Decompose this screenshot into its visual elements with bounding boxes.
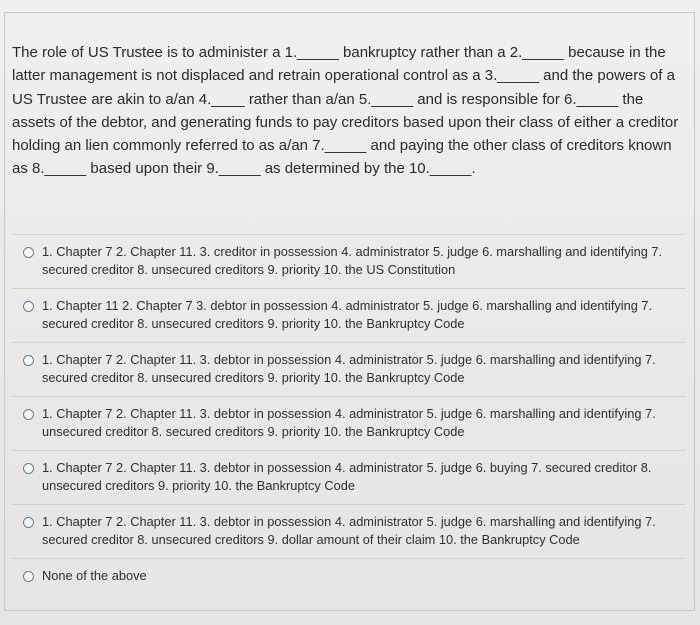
answer-option-label: None of the above (42, 568, 147, 583)
answer-option-7[interactable] (12, 558, 686, 600)
radio-button[interactable] (23, 517, 34, 528)
radio-button[interactable] (23, 571, 34, 582)
radio-button[interactable] (23, 355, 34, 366)
radio-button[interactable] (23, 301, 34, 312)
radio-button[interactable] (23, 247, 34, 258)
answer-option-4[interactable] (12, 396, 686, 450)
answer-option-label: 1. Chapter 7 2. Chapter 11. 3. creditor in possession 4. administrator 5. judge 6. marshalling and identifying 7. secured creditor 8. unsecured creditors 9. priority 10. the US Constitution (42, 244, 663, 277)
answer-option-1[interactable] (12, 234, 686, 288)
answer-option-label: 1. Chapter 7 2. Chapter 11. 3. debtor in possession 4. administrator 5. judge 6. buying 7. secured creditor 8. unsecured creditors 9. priority 10. the Bankruptcy Code (42, 460, 652, 493)
answer-option-5[interactable] (12, 450, 686, 504)
radio-button[interactable] (23, 409, 34, 420)
answer-option-6[interactable] (12, 504, 686, 558)
answer-option-3[interactable] (12, 342, 686, 396)
answer-option-label: 1. Chapter 7 2. Chapter 11. 3. debtor in possession 4. administrator 5. judge 6. marshalling and identifying 7. secured creditor 8. unsecured creditors 9. dollar amount of their claim 10. the Bankruptcy Code (42, 514, 656, 547)
answer-option-label: 1. Chapter 11 2. Chapter 7 3. debtor in possession 4. administrator 5. judge 6. marshalling and identifying 7. secured creditor 8. unsecured creditors 9. priority 10. the Bankruptcy Code (42, 298, 653, 331)
radio-button[interactable] (23, 463, 34, 474)
answer-option-2[interactable] (12, 288, 686, 342)
question-text: The role of US Trustee is to administer a 1._____ bankruptcy rather than a 2._____ because in the latter management is not displaced and retrain operational control as a 3._____ and the powers of a US Trustee are akin to a/an 4.____ rather than a/an 5._____ and is responsible for 6._____ the assets of the debtor, and generating funds to pay creditors based upon their class of either a creditor holding an lien commonly referred to as a/an 7._____ and paying the other class of creditors known as 8._____ based upon their 9._____ as determined by the 10._____. (12, 44, 679, 178)
answer-option-label: 1. Chapter 7 2. Chapter 11. 3. debtor in possession 4. administrator 5. judge 6. marshalling and identifying 7. unsecured creditor 8. secured creditors 9. priority 10. the Bankruptcy Code (42, 406, 656, 439)
answer-option-label: 1. Chapter 7 2. Chapter 11. 3. debtor in possession 4. administrator 5. judge 6. marshalling and identifying 7. secured creditor 8. unsecured creditors 9. priority 10. the Bankruptcy Code (42, 352, 656, 385)
answer-options (12, 234, 686, 600)
